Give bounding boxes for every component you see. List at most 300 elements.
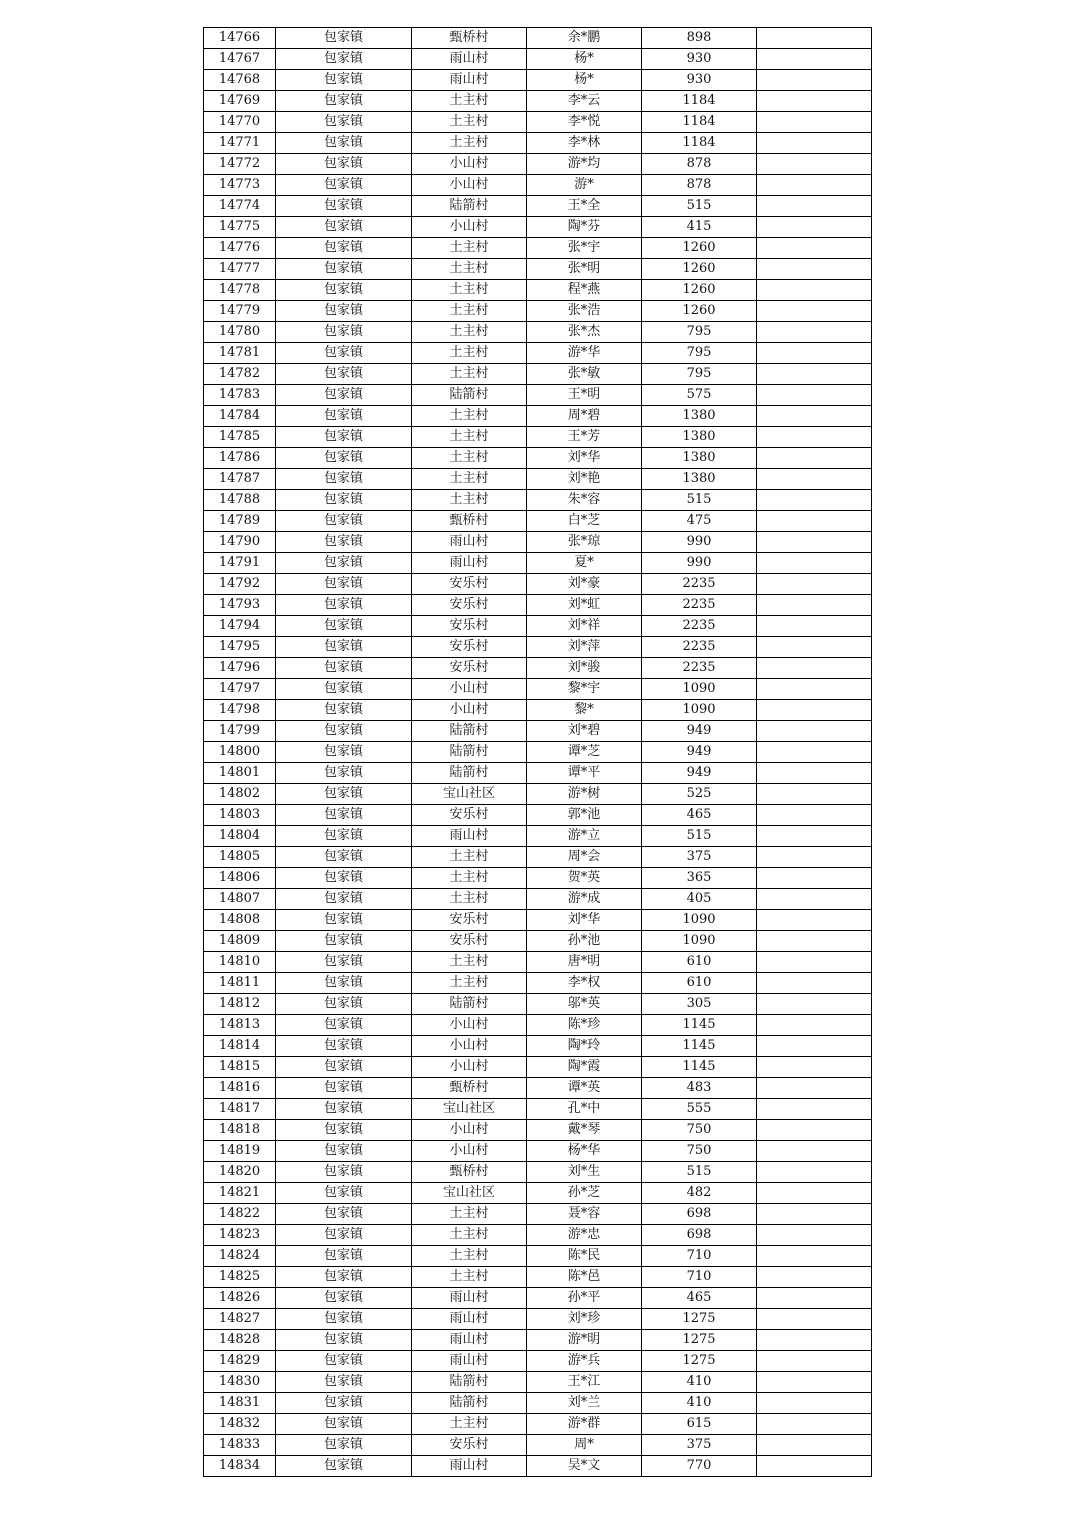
- amount-cell: 1090: [642, 931, 757, 952]
- name-cell: 唐*明: [527, 952, 642, 973]
- table-row: [204, 1141, 872, 1162]
- serial-number-cell: 14831: [204, 1393, 276, 1414]
- town-cell: 包家镇: [276, 1078, 412, 1099]
- name-cell: 周*会: [527, 847, 642, 868]
- note-cell: [757, 784, 872, 805]
- village-cell: 土主村: [412, 889, 527, 910]
- village-cell: 土主村: [412, 364, 527, 385]
- serial-number-cell: 14825: [204, 1267, 276, 1288]
- town-cell: 包家镇: [276, 238, 412, 259]
- town-cell: 包家镇: [276, 259, 412, 280]
- note-cell: [757, 1141, 872, 1162]
- name-cell: 白*芝: [527, 511, 642, 532]
- table-row: [204, 1036, 872, 1057]
- table-row: [204, 1309, 872, 1330]
- note-cell: [757, 700, 872, 721]
- town-cell: 包家镇: [276, 1372, 412, 1393]
- table-row: [204, 1099, 872, 1120]
- note-cell: [757, 1078, 872, 1099]
- village-cell: 土主村: [412, 427, 527, 448]
- amount-cell: 305: [642, 994, 757, 1015]
- name-cell: 游*群: [527, 1414, 642, 1435]
- serial-number-cell: 14772: [204, 154, 276, 175]
- town-cell: 包家镇: [276, 994, 412, 1015]
- note-cell: [757, 385, 872, 406]
- name-cell: 李*林: [527, 133, 642, 154]
- note-cell: [757, 1246, 872, 1267]
- note-cell: [757, 238, 872, 259]
- note-cell: [757, 1456, 872, 1477]
- town-cell: 包家镇: [276, 511, 412, 532]
- serial-number-cell: 14828: [204, 1330, 276, 1351]
- town-cell: 包家镇: [276, 658, 412, 679]
- note-cell: [757, 1414, 872, 1435]
- name-cell: 王*全: [527, 196, 642, 217]
- serial-number-cell: 14819: [204, 1141, 276, 1162]
- town-cell: 包家镇: [276, 1288, 412, 1309]
- town-cell: 包家镇: [276, 1330, 412, 1351]
- amount-cell: 615: [642, 1414, 757, 1435]
- table-row: [204, 133, 872, 154]
- table-body: [204, 28, 872, 1477]
- table-row: [204, 406, 872, 427]
- table-row: [204, 427, 872, 448]
- table-row: [204, 1225, 872, 1246]
- note-cell: [757, 742, 872, 763]
- note-cell: [757, 952, 872, 973]
- serial-number-cell: 14815: [204, 1057, 276, 1078]
- serial-number-cell: 14787: [204, 469, 276, 490]
- town-cell: 包家镇: [276, 868, 412, 889]
- note-cell: [757, 805, 872, 826]
- name-cell: 游*兵: [527, 1351, 642, 1372]
- town-cell: 包家镇: [276, 784, 412, 805]
- note-cell: [757, 1309, 872, 1330]
- town-cell: 包家镇: [276, 1015, 412, 1036]
- serial-number-cell: 14812: [204, 994, 276, 1015]
- village-cell: 土主村: [412, 1246, 527, 1267]
- table-row: [204, 679, 872, 700]
- table-row: [204, 742, 872, 763]
- name-cell: 张*明: [527, 259, 642, 280]
- village-cell: 土主村: [412, 490, 527, 511]
- name-cell: 贺*英: [527, 868, 642, 889]
- note-cell: [757, 175, 872, 196]
- village-cell: 小山村: [412, 154, 527, 175]
- amount-cell: 930: [642, 70, 757, 91]
- name-cell: 刘*艳: [527, 469, 642, 490]
- table-row: [204, 385, 872, 406]
- serial-number-cell: 14793: [204, 595, 276, 616]
- amount-cell: 710: [642, 1267, 757, 1288]
- table-row: [204, 931, 872, 952]
- note-cell: [757, 469, 872, 490]
- village-cell: 雨山村: [412, 1456, 527, 1477]
- town-cell: 包家镇: [276, 742, 412, 763]
- amount-cell: 878: [642, 154, 757, 175]
- note-cell: [757, 931, 872, 952]
- amount-cell: 1380: [642, 427, 757, 448]
- table-row: [204, 658, 872, 679]
- serial-number-cell: 14778: [204, 280, 276, 301]
- name-cell: 刘*豪: [527, 574, 642, 595]
- name-cell: 张*宇: [527, 238, 642, 259]
- serial-number-cell: 14766: [204, 28, 276, 49]
- serial-number-cell: 14805: [204, 847, 276, 868]
- note-cell: [757, 28, 872, 49]
- table-row: [204, 1246, 872, 1267]
- serial-number-cell: 14801: [204, 763, 276, 784]
- name-cell: 陈*民: [527, 1246, 642, 1267]
- note-cell: [757, 1288, 872, 1309]
- village-cell: 土主村: [412, 91, 527, 112]
- town-cell: 包家镇: [276, 343, 412, 364]
- note-cell: [757, 301, 872, 322]
- name-cell: 游*成: [527, 889, 642, 910]
- village-cell: 土主村: [412, 868, 527, 889]
- town-cell: 包家镇: [276, 595, 412, 616]
- amount-cell: 610: [642, 952, 757, 973]
- town-cell: 包家镇: [276, 805, 412, 826]
- table-row: [204, 1414, 872, 1435]
- table-row: [204, 469, 872, 490]
- table-row: [204, 826, 872, 847]
- town-cell: 包家镇: [276, 1435, 412, 1456]
- town-cell: 包家镇: [276, 91, 412, 112]
- table-row: [204, 1351, 872, 1372]
- note-cell: [757, 364, 872, 385]
- name-cell: 游*树: [527, 784, 642, 805]
- serial-number-cell: 14797: [204, 679, 276, 700]
- table-row: [204, 1015, 872, 1036]
- table-row: [204, 1267, 872, 1288]
- table-row: [204, 364, 872, 385]
- name-cell: 张*琼: [527, 532, 642, 553]
- town-cell: 包家镇: [276, 616, 412, 637]
- amount-cell: 1380: [642, 406, 757, 427]
- village-cell: 安乐村: [412, 595, 527, 616]
- name-cell: 戴*琴: [527, 1120, 642, 1141]
- town-cell: 包家镇: [276, 301, 412, 322]
- table-row: [204, 1078, 872, 1099]
- serial-number-cell: 14790: [204, 532, 276, 553]
- note-cell: [757, 259, 872, 280]
- amount-cell: 410: [642, 1393, 757, 1414]
- table-row: [204, 553, 872, 574]
- note-cell: [757, 280, 872, 301]
- name-cell: 聂*容: [527, 1204, 642, 1225]
- serial-number-cell: 14802: [204, 784, 276, 805]
- village-cell: 宝山社区: [412, 784, 527, 805]
- serial-number-cell: 14803: [204, 805, 276, 826]
- village-cell: 土主村: [412, 1204, 527, 1225]
- village-cell: 雨山村: [412, 49, 527, 70]
- town-cell: 包家镇: [276, 721, 412, 742]
- town-cell: 包家镇: [276, 70, 412, 91]
- table-row: [204, 343, 872, 364]
- village-cell: 宝山社区: [412, 1099, 527, 1120]
- name-cell: 刘*萍: [527, 637, 642, 658]
- table-row: [204, 574, 872, 595]
- name-cell: 王*明: [527, 385, 642, 406]
- village-cell: 陆箭村: [412, 196, 527, 217]
- town-cell: 包家镇: [276, 49, 412, 70]
- serial-number-cell: 14769: [204, 91, 276, 112]
- amount-cell: 365: [642, 868, 757, 889]
- note-cell: [757, 490, 872, 511]
- town-cell: 包家镇: [276, 1267, 412, 1288]
- village-cell: 雨山村: [412, 1330, 527, 1351]
- amount-cell: 1260: [642, 238, 757, 259]
- note-cell: [757, 868, 872, 889]
- amount-cell: 483: [642, 1078, 757, 1099]
- village-cell: 土主村: [412, 133, 527, 154]
- name-cell: 游*立: [527, 826, 642, 847]
- town-cell: 包家镇: [276, 889, 412, 910]
- amount-cell: 525: [642, 784, 757, 805]
- village-cell: 土主村: [412, 1414, 527, 1435]
- table-row: [204, 70, 872, 91]
- serial-number-cell: 14779: [204, 301, 276, 322]
- name-cell: 李*权: [527, 973, 642, 994]
- serial-number-cell: 14781: [204, 343, 276, 364]
- name-cell: 刘*碧: [527, 721, 642, 742]
- village-cell: 陆箭村: [412, 1393, 527, 1414]
- village-cell: 小山村: [412, 217, 527, 238]
- note-cell: [757, 1330, 872, 1351]
- note-cell: [757, 1036, 872, 1057]
- table-row: [204, 91, 872, 112]
- serial-number-cell: 14773: [204, 175, 276, 196]
- amount-cell: 1260: [642, 280, 757, 301]
- name-cell: 刘*虹: [527, 595, 642, 616]
- serial-number-cell: 14830: [204, 1372, 276, 1393]
- amount-cell: 555: [642, 1099, 757, 1120]
- serial-number-cell: 14811: [204, 973, 276, 994]
- note-cell: [757, 91, 872, 112]
- serial-number-cell: 14795: [204, 637, 276, 658]
- serial-number-cell: 14827: [204, 1309, 276, 1330]
- name-cell: 刘*华: [527, 448, 642, 469]
- amount-cell: 415: [642, 217, 757, 238]
- town-cell: 包家镇: [276, 1414, 412, 1435]
- town-cell: 包家镇: [276, 973, 412, 994]
- serial-number-cell: 14791: [204, 553, 276, 574]
- amount-cell: 1184: [642, 133, 757, 154]
- amount-cell: 515: [642, 826, 757, 847]
- note-cell: [757, 889, 872, 910]
- amount-cell: 1380: [642, 469, 757, 490]
- amount-cell: 410: [642, 1372, 757, 1393]
- amount-cell: 515: [642, 490, 757, 511]
- village-cell: 安乐村: [412, 1435, 527, 1456]
- name-cell: 杨*华: [527, 1141, 642, 1162]
- village-cell: 陆箭村: [412, 385, 527, 406]
- amount-cell: 795: [642, 322, 757, 343]
- table-row: [204, 28, 872, 49]
- note-cell: [757, 658, 872, 679]
- town-cell: 包家镇: [276, 427, 412, 448]
- serial-number-cell: 14817: [204, 1099, 276, 1120]
- note-cell: [757, 196, 872, 217]
- name-cell: 李*云: [527, 91, 642, 112]
- town-cell: 包家镇: [276, 322, 412, 343]
- amount-cell: 1090: [642, 910, 757, 931]
- town-cell: 包家镇: [276, 28, 412, 49]
- name-cell: 陶*玲: [527, 1036, 642, 1057]
- table-row: [204, 1393, 872, 1414]
- village-cell: 土主村: [412, 238, 527, 259]
- note-cell: [757, 847, 872, 868]
- note-cell: [757, 595, 872, 616]
- name-cell: 刘*华: [527, 910, 642, 931]
- table-row: [204, 595, 872, 616]
- serial-number-cell: 14770: [204, 112, 276, 133]
- amount-cell: 1090: [642, 679, 757, 700]
- amount-cell: 482: [642, 1183, 757, 1204]
- name-cell: 谭*平: [527, 763, 642, 784]
- note-cell: [757, 1099, 872, 1120]
- table-row: [204, 154, 872, 175]
- serial-number-cell: 14823: [204, 1225, 276, 1246]
- table-row: [204, 1456, 872, 1477]
- table-row: [204, 280, 872, 301]
- name-cell: 王*江: [527, 1372, 642, 1393]
- table-row: [204, 784, 872, 805]
- serial-number-cell: 14780: [204, 322, 276, 343]
- serial-number-cell: 14810: [204, 952, 276, 973]
- note-cell: [757, 406, 872, 427]
- amount-cell: 795: [642, 364, 757, 385]
- village-cell: 雨山村: [412, 1351, 527, 1372]
- note-cell: [757, 448, 872, 469]
- amount-cell: 878: [642, 175, 757, 196]
- town-cell: 包家镇: [276, 532, 412, 553]
- table-row: [204, 1288, 872, 1309]
- name-cell: 游*忠: [527, 1225, 642, 1246]
- village-cell: 土主村: [412, 448, 527, 469]
- serial-number-cell: 14768: [204, 70, 276, 91]
- name-cell: 周*: [527, 1435, 642, 1456]
- table-row: [204, 238, 872, 259]
- village-cell: 甄桥村: [412, 28, 527, 49]
- village-cell: 小山村: [412, 175, 527, 196]
- serial-number-cell: 14784: [204, 406, 276, 427]
- table-row: [204, 196, 872, 217]
- village-cell: 陆箭村: [412, 1372, 527, 1393]
- amount-cell: 1184: [642, 91, 757, 112]
- note-cell: [757, 910, 872, 931]
- village-cell: 土主村: [412, 1267, 527, 1288]
- village-cell: 土主村: [412, 1225, 527, 1246]
- town-cell: 包家镇: [276, 763, 412, 784]
- name-cell: 陶*芬: [527, 217, 642, 238]
- amount-cell: 2235: [642, 637, 757, 658]
- name-cell: 刘*生: [527, 1162, 642, 1183]
- town-cell: 包家镇: [276, 1099, 412, 1120]
- serial-number-cell: 14799: [204, 721, 276, 742]
- table-row: [204, 322, 872, 343]
- name-cell: 张*浩: [527, 301, 642, 322]
- name-cell: 张*杰: [527, 322, 642, 343]
- town-cell: 包家镇: [276, 133, 412, 154]
- note-cell: [757, 1372, 872, 1393]
- village-cell: 陆箭村: [412, 721, 527, 742]
- town-cell: 包家镇: [276, 1036, 412, 1057]
- amount-cell: 1145: [642, 1015, 757, 1036]
- amount-cell: 750: [642, 1141, 757, 1162]
- amount-cell: 475: [642, 511, 757, 532]
- serial-number-cell: 14782: [204, 364, 276, 385]
- village-cell: 土主村: [412, 280, 527, 301]
- table-row: [204, 1204, 872, 1225]
- serial-number-cell: 14807: [204, 889, 276, 910]
- serial-number-cell: 14783: [204, 385, 276, 406]
- town-cell: 包家镇: [276, 1162, 412, 1183]
- table-row: [204, 490, 872, 511]
- serial-number-cell: 14824: [204, 1246, 276, 1267]
- table-row: [204, 973, 872, 994]
- town-cell: 包家镇: [276, 364, 412, 385]
- table-row: [204, 1162, 872, 1183]
- village-cell: 雨山村: [412, 70, 527, 91]
- note-cell: [757, 511, 872, 532]
- amount-cell: 949: [642, 763, 757, 784]
- note-cell: [757, 154, 872, 175]
- note-cell: [757, 112, 872, 133]
- table-row: [204, 889, 872, 910]
- serial-number-cell: 14798: [204, 700, 276, 721]
- name-cell: 杨*: [527, 49, 642, 70]
- name-cell: 刘*兰: [527, 1393, 642, 1414]
- amount-cell: 898: [642, 28, 757, 49]
- amount-cell: 1260: [642, 301, 757, 322]
- note-cell: [757, 1435, 872, 1456]
- serial-number-cell: 14814: [204, 1036, 276, 1057]
- name-cell: 夏*: [527, 553, 642, 574]
- village-cell: 陆箭村: [412, 994, 527, 1015]
- name-cell: 刘*珍: [527, 1309, 642, 1330]
- town-cell: 包家镇: [276, 574, 412, 595]
- note-cell: [757, 1120, 872, 1141]
- note-cell: [757, 427, 872, 448]
- name-cell: 陈*邑: [527, 1267, 642, 1288]
- serial-number-cell: 14800: [204, 742, 276, 763]
- table-row: [204, 49, 872, 70]
- serial-number-cell: 14808: [204, 910, 276, 931]
- note-cell: [757, 553, 872, 574]
- table-row: [204, 637, 872, 658]
- name-cell: 孙*芝: [527, 1183, 642, 1204]
- name-cell: 黎*宇: [527, 679, 642, 700]
- serial-number-cell: 14785: [204, 427, 276, 448]
- data-table: [203, 27, 872, 1477]
- village-cell: 土主村: [412, 847, 527, 868]
- town-cell: 包家镇: [276, 154, 412, 175]
- table-row: [204, 511, 872, 532]
- amount-cell: 465: [642, 1288, 757, 1309]
- name-cell: 孙*平: [527, 1288, 642, 1309]
- note-cell: [757, 133, 872, 154]
- amount-cell: 2235: [642, 595, 757, 616]
- village-cell: 土主村: [412, 301, 527, 322]
- name-cell: 杨*: [527, 70, 642, 91]
- village-cell: 宝山社区: [412, 1183, 527, 1204]
- town-cell: 包家镇: [276, 217, 412, 238]
- town-cell: 包家镇: [276, 385, 412, 406]
- table-row: [204, 616, 872, 637]
- note-cell: [757, 826, 872, 847]
